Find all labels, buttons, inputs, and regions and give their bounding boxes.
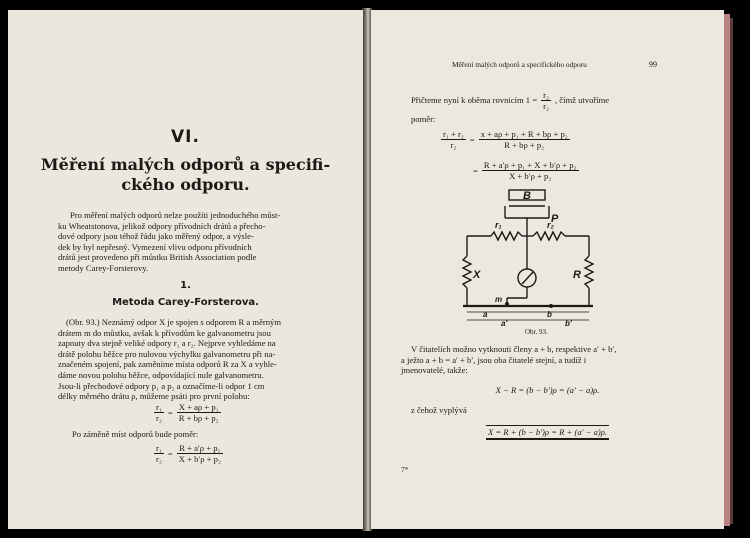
bridge-circuit-figure — [451, 186, 621, 328]
equation-sum: $\frac{\text{r₁ + r₂}}{\text{r₂}}$ = $\frac{\text{x + aρ + p₁ + R + bρ + p₂}}{\text{R + bρ + p₂}}$ — [443, 129, 568, 150]
whence-text: z čehož vyplývá — [411, 405, 467, 415]
label-m: m — [495, 295, 503, 304]
add-line — [411, 90, 609, 111]
equation-swapped: $\frac{\text{r₁}}{\text{r₂}}$ = $\frac{\text{R + a′ρ + p₁}}{\text{X + b′ρ + p₂}}$ — [156, 443, 221, 464]
label-r2: r₂ — [547, 220, 554, 230]
label-X: X — [473, 269, 481, 281]
label-r1: r₁ — [495, 220, 502, 230]
para-line: délky měrného drátu ρ, můžeme psáti pro první polohu: — [58, 391, 250, 402]
eq3-lhs-den: r₂ — [450, 140, 457, 150]
equation-result: X = R + (b − b′)ρ = R + (a′ − a)ρ. — [486, 425, 609, 440]
add-text-post: , čímž utvoříme — [554, 95, 610, 106]
equation-result-wrap — [371, 422, 724, 440]
page-number: 99 — [649, 60, 657, 69]
label-a-prime: a′ — [501, 319, 508, 328]
num-line: jmenovatelé, takže: — [401, 365, 468, 376]
eq3-lhs-num: r₁ + r₂ — [443, 129, 464, 139]
eq1-lhs-num: r₁ — [156, 402, 162, 412]
resistor-x — [463, 256, 471, 288]
num-line: V čitatelích možno vytknouti členy a + b, respektive a′ + b′, — [411, 344, 617, 354]
chapter-title-line2: ckého odporu. — [121, 175, 250, 194]
intro-paragraph — [58, 210, 343, 274]
right-page — [371, 10, 724, 529]
intro-line: drátů jest provedeno při můstku British Association podle — [58, 252, 257, 263]
intro-line: metody Carey-Forsterovy. — [58, 262, 149, 273]
section-title: Metoda Carey-Forsterova. — [112, 297, 259, 308]
running-header: Měření malých odporů a specifického odporu — [452, 60, 587, 69]
equation-first-position: $\frac{\text{r₁}}{\text{r₂}}$ = $\frac{\text{X + aρ + p₁}}{\text{R + bρ + p₂}}$ — [156, 402, 219, 423]
para-line: drátem m do můstku, avšak k přívodům ke galvanometru jsou — [58, 327, 271, 338]
para-line: (Obr. 93.) Neznámý odpor X je spojen s odporem R a měrným — [66, 317, 282, 327]
label-b: b — [547, 310, 552, 319]
eq2-lhs-num: r₁ — [156, 443, 162, 453]
eq2-rhs-den: X + b′ρ + p₂ — [178, 454, 221, 464]
add-frac-den: r₂ — [543, 101, 549, 111]
resistor-r1 — [491, 232, 522, 240]
footer-signature-mark: 7* — [401, 465, 409, 474]
eq3-rhs-num: x + aρ + p₁ + R + bρ + p₂ — [480, 129, 568, 139]
add-text-pre: Přičteme nyní k oběma rovnicím 1 = — [411, 95, 538, 106]
label-b-prime: b′ — [565, 319, 572, 328]
eq4-rhs-num: R + a′ρ + p₁ + X + b′ρ + p₂ — [483, 160, 577, 170]
chapter-number: VI. — [171, 127, 200, 147]
para-line: značeném spojení, pak zaměníme místa odporů R za X a vyhle- — [58, 359, 277, 370]
num-line: a ježto a + b = a′ + b′, jsou oba čitatelé stejní, a tudíž i — [401, 354, 587, 365]
book-edge-dark — [730, 18, 733, 524]
add-frac-num: r₂ — [543, 90, 549, 100]
intro-line: ku Wheatstonova, jelikož odpory přívodních drátů a přecho- — [58, 220, 266, 231]
para-line: Jsou-li přechodové odpory p₁ a p₂ a označíme-li odpor 1 cm — [58, 380, 265, 391]
eq2-lhs-den: r₂ — [156, 454, 162, 464]
eq1-rhs-num: X + aρ + p₁ — [178, 402, 219, 412]
ratio-text: poměr: — [411, 114, 436, 124]
figure-caption: Obr. 93. — [525, 328, 548, 336]
left-page — [8, 10, 363, 529]
resistor-r2 — [533, 232, 565, 240]
section-number: 1. — [180, 280, 191, 291]
label-B: B — [523, 190, 531, 202]
label-P: P — [551, 213, 559, 225]
chapter-title-line1: Měření malých odporů a specifi- — [40, 155, 331, 174]
intro-line: dové odpory jsou téhož řádu jako měřený odpor, a výsle- — [58, 231, 254, 242]
eq3-rhs-den: R + bρ + p₂ — [504, 140, 545, 150]
swap-text: Po záměně míst odporů bude poměr: — [72, 429, 199, 439]
para-line: zapnuty dva stejně veliké odpory r₁ a r₂. Nejprve vyhledáme na — [58, 338, 276, 349]
eq1-rhs-den: R + bρ + p₂ — [178, 413, 219, 423]
method-paragraph — [58, 317, 353, 402]
intro-line: dek by byl nepřesný. Vymezení vlivu odporu přívodních — [58, 241, 252, 252]
equation-difference: X − R = (b − b′)ρ = (a′ − a)ρ. — [495, 385, 600, 395]
resistor-r — [585, 256, 593, 288]
eq2-rhs-num: R + a′ρ + p₁ — [179, 443, 221, 453]
intro-line: Pro měření malých odporů nelze použíti jednoduchého můst- — [70, 210, 281, 220]
numerator-paragraph — [401, 344, 701, 376]
label-R: R — [573, 269, 581, 281]
para-line: drátě polohu běžce pro nulovou výchylku galvanometru při na- — [58, 348, 276, 359]
eq4-rhs-den: X + b′ρ + p₂ — [509, 171, 552, 181]
equation-sum-swapped: = $\frac{\text{R + a′ρ + p₁ + X + b′ρ + p₂}}{\text{X + b′ρ + p₂}}$ — [473, 160, 577, 181]
label-a: a — [483, 310, 488, 319]
eq1-lhs-den: r₂ — [156, 413, 162, 423]
para-line: dáme novou polohu běžce, odpovídající nule galvanometru. — [58, 369, 264, 380]
